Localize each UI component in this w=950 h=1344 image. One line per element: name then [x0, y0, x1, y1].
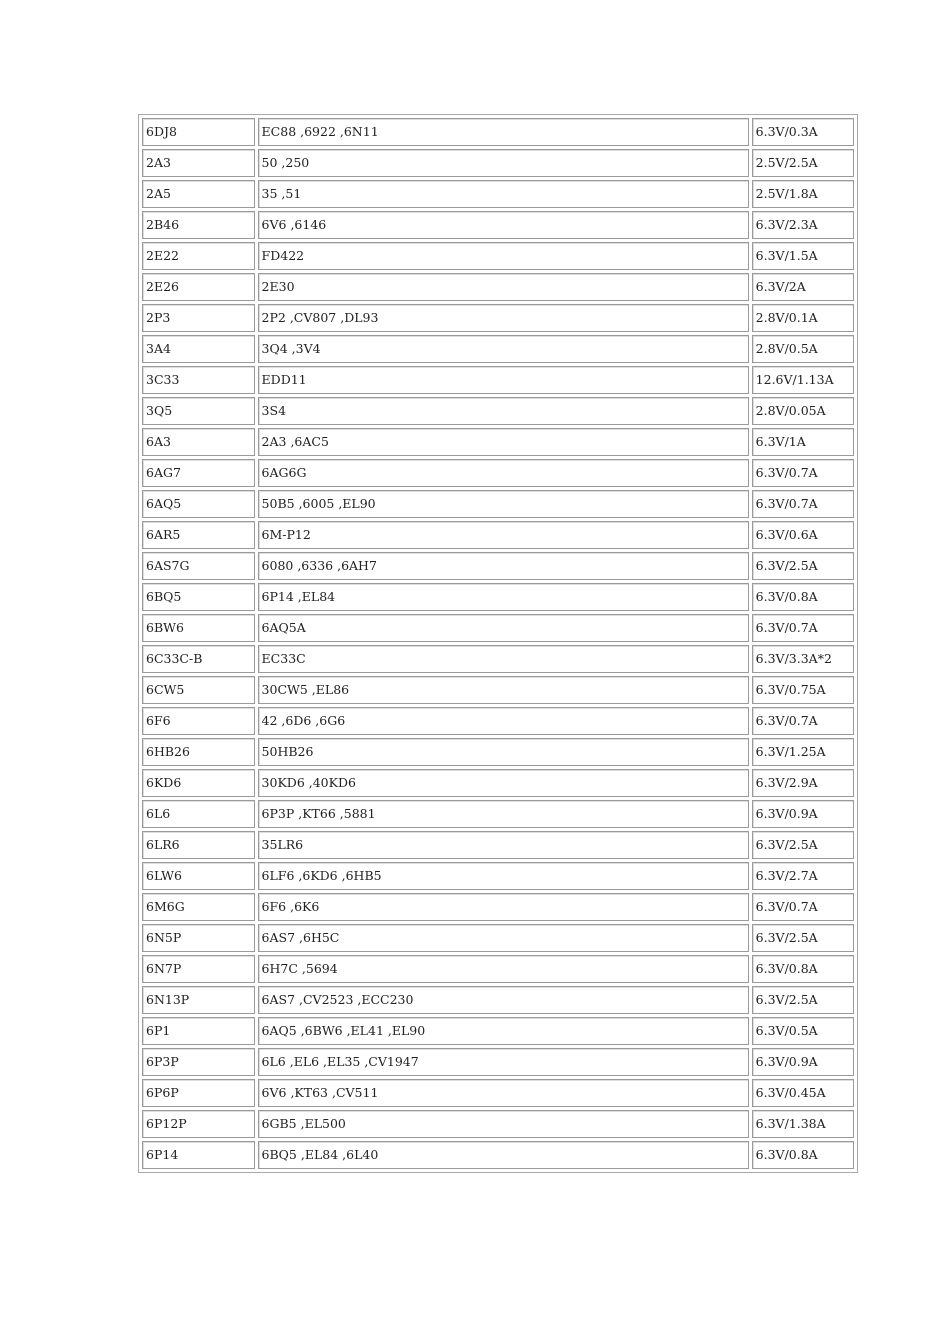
- heater-rating-cell: 6.3V/1.25A: [752, 738, 854, 766]
- heater-rating-cell: 6.3V/0.8A: [752, 583, 854, 611]
- heater-rating-cell: 6.3V/2.5A: [752, 986, 854, 1014]
- tube-type-cell: 6AS7G: [142, 552, 255, 580]
- substitutes-cell: EC88 ,6922 ,6N11: [258, 118, 749, 146]
- table-row: [142, 521, 854, 549]
- table-row: [142, 800, 854, 828]
- tube-type-cell: 6HB26: [142, 738, 255, 766]
- tube-type-cell: 3A4: [142, 335, 255, 363]
- heater-rating-cell: 6.3V/0.7A: [752, 490, 854, 518]
- table-row: [142, 149, 854, 177]
- heater-rating-cell: 6.3V/0.8A: [752, 955, 854, 983]
- table-row: [142, 583, 854, 611]
- tube-type-cell: 6C33C-B: [142, 645, 255, 673]
- substitutes-cell: 35 ,51: [258, 180, 749, 208]
- heater-rating-cell: 6.3V/0.75A: [752, 676, 854, 704]
- heater-rating-cell: 2.8V/0.1A: [752, 304, 854, 332]
- substitutes-cell: 6F6 ,6K6: [258, 893, 749, 921]
- tube-type-cell: 2E22: [142, 242, 255, 270]
- heater-rating-cell: 6.3V/0.3A: [752, 118, 854, 146]
- tube-type-cell: 6P12P: [142, 1110, 255, 1138]
- table-row: [142, 1079, 854, 1107]
- substitutes-cell: 6AG6G: [258, 459, 749, 487]
- substitutes-cell: 35LR6: [258, 831, 749, 859]
- substitutes-cell: 30CW5 ,EL86: [258, 676, 749, 704]
- table-row: [142, 738, 854, 766]
- table-row: [142, 366, 854, 394]
- table-row: [142, 831, 854, 859]
- tube-type-cell: 6AQ5: [142, 490, 255, 518]
- substitutes-cell: 50 ,250: [258, 149, 749, 177]
- table-row: [142, 986, 854, 1014]
- heater-rating-cell: 6.3V/0.7A: [752, 893, 854, 921]
- substitutes-cell: 6P3P ,KT66 ,5881: [258, 800, 749, 828]
- table-row: [142, 862, 854, 890]
- substitutes-cell: 6V6 ,6146: [258, 211, 749, 239]
- tube-type-cell: 2A3: [142, 149, 255, 177]
- table-row: [142, 459, 854, 487]
- substitutes-cell: 6L6 ,EL6 ,EL35 ,CV1947: [258, 1048, 749, 1076]
- heater-rating-cell: 6.3V/0.8A: [752, 1141, 854, 1169]
- substitutes-cell: 50B5 ,6005 ,EL90: [258, 490, 749, 518]
- tube-type-cell: 6F6: [142, 707, 255, 735]
- tube-type-cell: 3C33: [142, 366, 255, 394]
- table-row: [142, 490, 854, 518]
- heater-rating-cell: 6.3V/0.5A: [752, 1017, 854, 1045]
- table-row: [142, 645, 854, 673]
- heater-rating-cell: 12.6V/1.13A: [752, 366, 854, 394]
- tube-type-cell: 2P3: [142, 304, 255, 332]
- tube-type-cell: 6CW5: [142, 676, 255, 704]
- substitutes-cell: 6AS7 ,6H5C: [258, 924, 749, 952]
- table-body: [142, 118, 854, 1169]
- table-row: [142, 552, 854, 580]
- substitutes-cell: 6AQ5A: [258, 614, 749, 642]
- tube-type-cell: 6AR5: [142, 521, 255, 549]
- table-row: [142, 180, 854, 208]
- substitutes-cell: 6BQ5 ,EL84 ,6L40: [258, 1141, 749, 1169]
- heater-rating-cell: 6.3V/2.9A: [752, 769, 854, 797]
- substitutes-cell: 2E30: [258, 273, 749, 301]
- heater-rating-cell: 2.5V/1.8A: [752, 180, 854, 208]
- table-row: [142, 1110, 854, 1138]
- substitutes-cell: 3Q4 ,3V4: [258, 335, 749, 363]
- table-row: [142, 1017, 854, 1045]
- tube-type-cell: 6N13P: [142, 986, 255, 1014]
- substitutes-cell: 6LF6 ,6KD6 ,6HB5: [258, 862, 749, 890]
- substitutes-cell: 3S4: [258, 397, 749, 425]
- tube-type-cell: 6AG7: [142, 459, 255, 487]
- table-row: [142, 1141, 854, 1169]
- table-row: [142, 273, 854, 301]
- heater-rating-cell: 6.3V/0.9A: [752, 1048, 854, 1076]
- substitutes-cell: 50HB26: [258, 738, 749, 766]
- tube-type-cell: 6P6P: [142, 1079, 255, 1107]
- substitutes-cell: 6080 ,6336 ,6AH7: [258, 552, 749, 580]
- tube-type-cell: 6P14: [142, 1141, 255, 1169]
- tube-type-cell: 6L6: [142, 800, 255, 828]
- heater-rating-cell: 6.3V/0.9A: [752, 800, 854, 828]
- table-row: [142, 676, 854, 704]
- heater-rating-cell: 6.3V/0.7A: [752, 707, 854, 735]
- substitutes-cell: 6V6 ,KT63 ,CV511: [258, 1079, 749, 1107]
- tube-type-cell: 6DJ8: [142, 118, 255, 146]
- heater-rating-cell: 2.8V/0.05A: [752, 397, 854, 425]
- tube-type-cell: 2A5: [142, 180, 255, 208]
- substitutes-cell: 2A3 ,6AC5: [258, 428, 749, 456]
- table-row: [142, 242, 854, 270]
- heater-rating-cell: 6.3V/2.5A: [752, 924, 854, 952]
- table-row: [142, 614, 854, 642]
- tube-type-cell: 6A3: [142, 428, 255, 456]
- substitutes-cell: 42 ,6D6 ,6G6: [258, 707, 749, 735]
- heater-rating-cell: 6.3V/2.5A: [752, 552, 854, 580]
- substitutes-cell: 6GB5 ,EL500: [258, 1110, 749, 1138]
- table-row: [142, 397, 854, 425]
- tube-type-cell: 6N7P: [142, 955, 255, 983]
- heater-rating-cell: 6.3V/0.7A: [752, 459, 854, 487]
- heater-rating-cell: 2.8V/0.5A: [752, 335, 854, 363]
- tube-type-cell: 6BQ5: [142, 583, 255, 611]
- tube-type-cell: 3Q5: [142, 397, 255, 425]
- table-row: [142, 707, 854, 735]
- tube-type-cell: 6KD6: [142, 769, 255, 797]
- substitutes-cell: 30KD6 ,40KD6: [258, 769, 749, 797]
- table-row: [142, 1048, 854, 1076]
- tube-type-cell: 2E26: [142, 273, 255, 301]
- heater-rating-cell: 2.5V/2.5A: [752, 149, 854, 177]
- table-row: [142, 955, 854, 983]
- table-row: [142, 428, 854, 456]
- heater-rating-cell: 6.3V/2.7A: [752, 862, 854, 890]
- tube-type-cell: 6BW6: [142, 614, 255, 642]
- substitutes-cell: 6P14 ,EL84: [258, 583, 749, 611]
- tube-type-cell: 6LR6: [142, 831, 255, 859]
- heater-rating-cell: 6.3V/3.3A*2: [752, 645, 854, 673]
- tube-type-cell: 6M6G: [142, 893, 255, 921]
- tube-type-cell: 6N5P: [142, 924, 255, 952]
- substitutes-cell: 2P2 ,CV807 ,DL93: [258, 304, 749, 332]
- tube-type-cell: 2B46: [142, 211, 255, 239]
- table-row: [142, 893, 854, 921]
- substitutes-cell: EC33C: [258, 645, 749, 673]
- heater-rating-cell: 6.3V/2A: [752, 273, 854, 301]
- heater-rating-cell: 6.3V/1.5A: [752, 242, 854, 270]
- substitutes-cell: 6H7C ,5694: [258, 955, 749, 983]
- heater-rating-cell: 6.3V/0.7A: [752, 614, 854, 642]
- table-row: [142, 335, 854, 363]
- tube-substitution-table: [138, 114, 858, 1173]
- table-row: [142, 769, 854, 797]
- tube-type-cell: 6P3P: [142, 1048, 255, 1076]
- table-row: [142, 118, 854, 146]
- substitutes-cell: 6AQ5 ,6BW6 ,EL41 ,EL90: [258, 1017, 749, 1045]
- substitutes-cell: EDD11: [258, 366, 749, 394]
- table-row: [142, 924, 854, 952]
- heater-rating-cell: 6.3V/1A: [752, 428, 854, 456]
- heater-rating-cell: 6.3V/2.3A: [752, 211, 854, 239]
- substitutes-cell: 6M-P12: [258, 521, 749, 549]
- substitutes-cell: 6AS7 ,CV2523 ,ECC230: [258, 986, 749, 1014]
- table-row: [142, 304, 854, 332]
- tube-type-cell: 6LW6: [142, 862, 255, 890]
- table-row: [142, 211, 854, 239]
- tube-type-cell: 6P1: [142, 1017, 255, 1045]
- heater-rating-cell: 6.3V/2.5A: [752, 831, 854, 859]
- heater-rating-cell: 6.3V/0.45A: [752, 1079, 854, 1107]
- substitutes-cell: FD422: [258, 242, 749, 270]
- heater-rating-cell: 6.3V/0.6A: [752, 521, 854, 549]
- heater-rating-cell: 6.3V/1.38A: [752, 1110, 854, 1138]
